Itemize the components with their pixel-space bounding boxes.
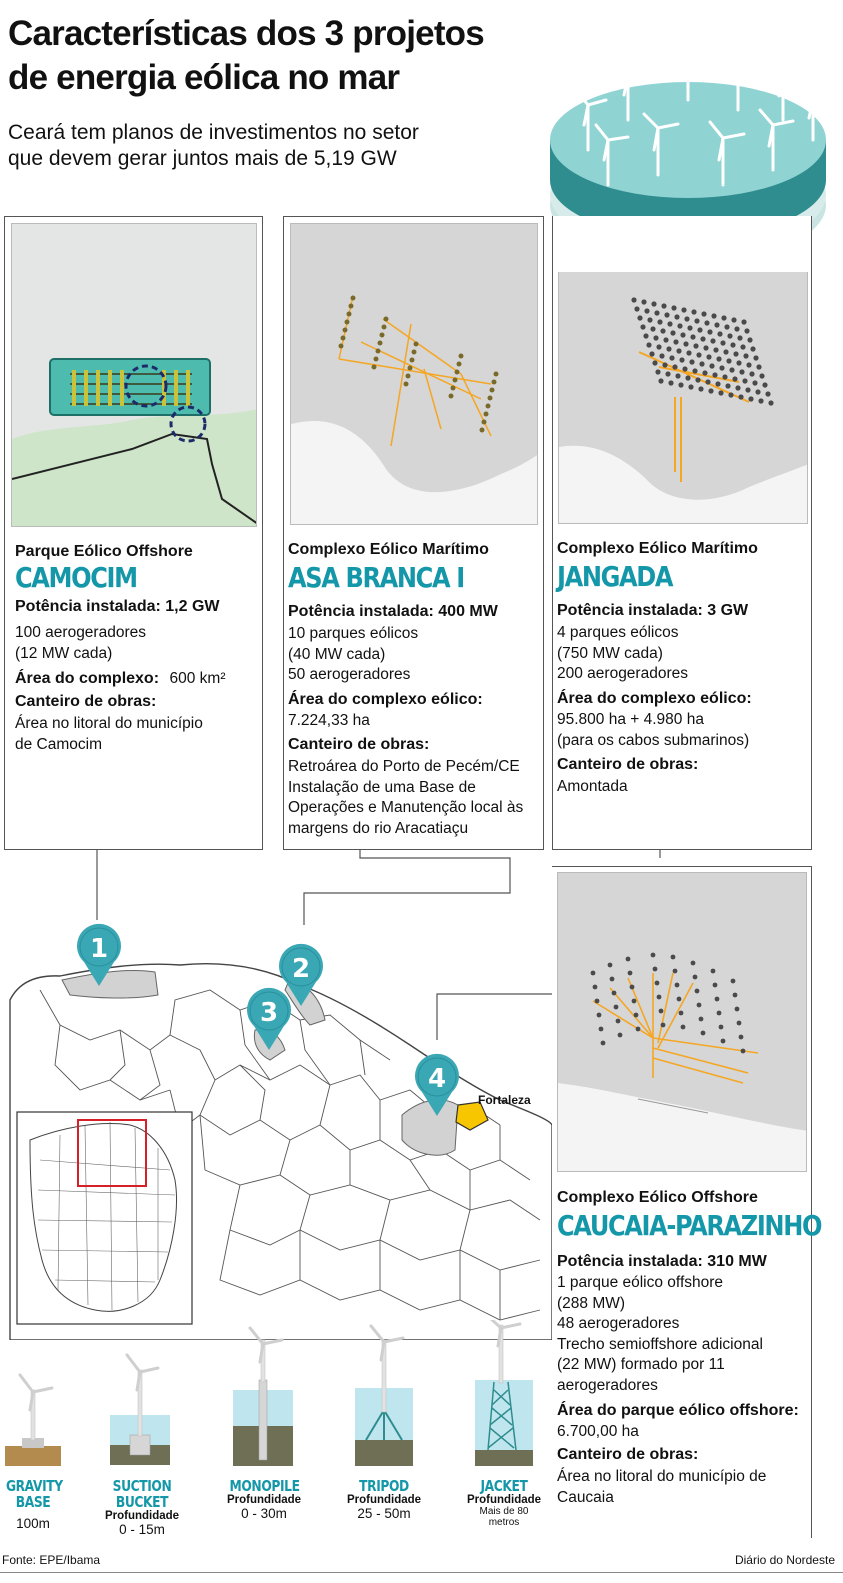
turbine-dot bbox=[657, 995, 662, 1000]
turbine-dot bbox=[705, 379, 710, 384]
turbine-dot bbox=[669, 355, 674, 360]
turbine-dot bbox=[747, 337, 752, 342]
map-pin-3[interactable] bbox=[244, 986, 294, 1052]
turbine-dot bbox=[755, 389, 760, 394]
asa-branca-detail-line: (40 MW cada) bbox=[288, 645, 386, 663]
turbine-dot bbox=[732, 376, 737, 381]
turbine-dot bbox=[719, 1025, 724, 1030]
turbine-dot bbox=[715, 997, 720, 1002]
caucaia-detail-line: (288 MW) bbox=[557, 1294, 626, 1312]
turbine-dot bbox=[691, 961, 696, 966]
turbine-dot bbox=[687, 325, 692, 330]
turbine-dot bbox=[659, 353, 664, 358]
pin-label: 2 bbox=[291, 954, 311, 984]
foundation-name: JACKET bbox=[480, 1477, 528, 1495]
turbine-dot bbox=[729, 367, 734, 372]
foundation-name: GRAVITY bbox=[5, 1477, 63, 1495]
caucaia-site bbox=[557, 1467, 766, 1508]
title-line-1: Características dos 3 projetos bbox=[8, 14, 484, 53]
turbine-dot bbox=[618, 1033, 623, 1038]
turbine-dot bbox=[670, 330, 675, 335]
camocim-power: Potência instalada: 1,2 GW bbox=[15, 598, 220, 615]
foundation-tripod bbox=[342, 1478, 426, 1521]
jangada-area-label: Área do complexo eólico: bbox=[557, 690, 752, 707]
camocim-site-line: Área no litoral do município bbox=[15, 715, 203, 732]
turbine-dot bbox=[616, 1019, 621, 1024]
turbine-dot bbox=[731, 979, 736, 984]
jangada-area bbox=[557, 710, 749, 751]
turbine-dot bbox=[659, 1009, 664, 1014]
turbine-dot bbox=[718, 390, 723, 395]
turbine-dot bbox=[721, 1039, 726, 1044]
turbine-dot bbox=[717, 331, 722, 336]
jacket-icon bbox=[475, 1320, 533, 1466]
turbine-dot bbox=[655, 981, 660, 986]
turbine-dot bbox=[643, 333, 648, 338]
turbine-dot bbox=[749, 371, 754, 376]
turbine-dot bbox=[677, 997, 682, 1002]
turbine-dot bbox=[743, 353, 748, 358]
turbine-dot bbox=[653, 335, 658, 340]
connector-line bbox=[304, 850, 510, 925]
turbine-dot bbox=[644, 308, 649, 313]
connector-line bbox=[437, 994, 552, 1040]
turbine-dot bbox=[759, 373, 764, 378]
turbine-dot bbox=[713, 347, 718, 352]
turbine-dot bbox=[684, 316, 689, 321]
turbine-dot bbox=[730, 342, 735, 347]
turbine-dot bbox=[650, 326, 655, 331]
turbine-dot bbox=[661, 303, 666, 308]
foundation-depth-value: 25 - 50m bbox=[357, 1506, 411, 1521]
turbine-dot bbox=[601, 1041, 606, 1046]
turbine-dot bbox=[699, 361, 704, 366]
turbine-dot bbox=[728, 392, 733, 397]
turbine-dot bbox=[681, 307, 686, 312]
asa-branca-site-label: Canteiro de obras: bbox=[288, 736, 430, 753]
jangada-detail-line: 4 parques eólicos bbox=[557, 624, 679, 641]
turbine-dot bbox=[734, 326, 739, 331]
foundation-depth-value: 0 - 30m bbox=[241, 1506, 287, 1521]
turbine-dot bbox=[653, 967, 658, 972]
turbine-dot bbox=[719, 365, 724, 370]
turbine-dot bbox=[697, 1003, 702, 1008]
turbine-dot bbox=[750, 346, 755, 351]
asa-branca-area-value: 7.224,33 ha bbox=[288, 712, 370, 729]
turbine-dot bbox=[597, 1013, 602, 1018]
jangada-area-line: 95.800 ha + 4.980 ha bbox=[557, 711, 704, 728]
asa-branca-detail-line: 10 parques eólicos bbox=[288, 625, 419, 642]
caucaia-detail-line: aerogeradores bbox=[557, 1376, 658, 1394]
jangada-site-line: Amontada bbox=[557, 778, 628, 795]
turbine-dot bbox=[753, 355, 758, 360]
map-pin-1[interactable] bbox=[74, 922, 124, 988]
caucaia-detail-line: Trecho semioffshore adicional bbox=[557, 1335, 763, 1353]
caucaia-area-label: Área do parque eólico offshore: bbox=[557, 1402, 799, 1419]
turbine-dot bbox=[693, 343, 698, 348]
turbine-dot bbox=[716, 356, 721, 361]
turbine-dot bbox=[688, 384, 693, 389]
fortaleza-label: Fortaleza bbox=[478, 1093, 531, 1107]
turbine-dot bbox=[715, 381, 720, 386]
turbine-dot bbox=[735, 1007, 740, 1012]
turbine-dot bbox=[726, 358, 731, 363]
project-card-caucaia bbox=[552, 866, 822, 1538]
camocim-kind: Parque Eólico Offshore bbox=[15, 543, 193, 560]
turbine-dot bbox=[698, 386, 703, 391]
turbine-dot bbox=[668, 380, 673, 385]
turbine-dot bbox=[651, 953, 656, 958]
turbine-dot bbox=[762, 382, 767, 387]
foundation-name: BASE bbox=[15, 1493, 51, 1511]
turbine-dot bbox=[593, 985, 598, 990]
turbine-dot bbox=[745, 387, 750, 392]
turbine-dot bbox=[630, 985, 635, 990]
turbine-dot bbox=[727, 333, 732, 338]
turbine-dot bbox=[694, 318, 699, 323]
turbine-dot bbox=[733, 351, 738, 356]
turbine-dot bbox=[704, 320, 709, 325]
turbine-dot bbox=[689, 359, 694, 364]
turbine-dot bbox=[673, 339, 678, 344]
asa-branca-site-line: Instalação de uma Base de bbox=[288, 778, 476, 796]
turbine-dot bbox=[711, 313, 716, 318]
foundation-depth-label: Profundidade bbox=[226, 1494, 302, 1506]
turbine-dot bbox=[722, 374, 727, 379]
foundation-monopile bbox=[222, 1478, 306, 1521]
turbine-dot bbox=[676, 348, 681, 353]
caucaia-detail-line: 1 parque eólico offshore bbox=[557, 1274, 724, 1291]
foundation-gravity-base bbox=[0, 1478, 66, 1531]
foundation-name: SUCTION bbox=[112, 1477, 172, 1495]
turbine-dot bbox=[706, 354, 711, 359]
jangada-name: JANGADA bbox=[557, 560, 673, 593]
turbine-dot bbox=[641, 299, 646, 304]
turbine-dot bbox=[651, 301, 656, 306]
foundation-depth-value: 0 - 15m bbox=[119, 1522, 165, 1537]
camocim-site-label: Canteiro de obras: bbox=[15, 693, 157, 710]
inset-state-map bbox=[17, 1112, 192, 1324]
jangada-site-label: Canteiro de obras: bbox=[557, 756, 699, 773]
tripod-icon bbox=[355, 1326, 413, 1466]
jangada-map bbox=[558, 272, 808, 524]
turbine-dot bbox=[717, 1011, 722, 1016]
foundation-depth-value: 100m bbox=[16, 1516, 50, 1531]
turbine-dot bbox=[741, 1049, 746, 1054]
asa-branca-site-line: Retroárea do Porto de Pecém/CE bbox=[288, 758, 520, 775]
project-card-jangada bbox=[552, 216, 812, 850]
turbine-dot bbox=[736, 360, 741, 365]
turbine-dot bbox=[702, 370, 707, 375]
turbine-dot bbox=[758, 398, 763, 403]
pin-label: 4 bbox=[427, 1064, 447, 1094]
caucaia-detail-line: (22 MW) formado por 11 bbox=[557, 1356, 725, 1373]
caucaia-name: CAUCAIA-PARAZINHO bbox=[557, 1209, 822, 1242]
caucaia-power: Potência instalada: 310 MW bbox=[557, 1253, 767, 1270]
turbine-dot bbox=[685, 375, 690, 380]
foundation-depth-label: Profundidade bbox=[346, 1494, 422, 1506]
turbine-dot bbox=[675, 983, 680, 988]
turbine-dot bbox=[768, 400, 773, 405]
turbine-dot bbox=[677, 323, 682, 328]
camocim-name: CAMOCIM bbox=[15, 561, 137, 594]
caucaia-site-label: Canteiro de obras: bbox=[557, 1446, 699, 1463]
turbine-dot bbox=[697, 327, 702, 332]
asa-branca-detail-line: 50 aerogeradores bbox=[288, 666, 411, 683]
turbine-dot bbox=[646, 342, 651, 347]
turbine-dot bbox=[692, 368, 697, 373]
turbine-dot bbox=[733, 993, 738, 998]
foundation-jacket bbox=[462, 1478, 546, 1528]
caucaia-details bbox=[557, 1273, 763, 1396]
asa-branca-site bbox=[288, 757, 523, 839]
turbine-dot bbox=[681, 1025, 686, 1030]
asa-branca-area-label: Área do complexo eólico: bbox=[288, 691, 483, 708]
jangada-detail-line: 200 aerogeradores bbox=[557, 665, 688, 682]
jangada-map-drawing bbox=[559, 272, 808, 524]
caucaia-detail-line: 48 aerogeradores bbox=[557, 1315, 680, 1332]
turbine-dot bbox=[649, 351, 654, 356]
turbine-dot bbox=[756, 364, 761, 369]
jangada-site bbox=[557, 777, 628, 798]
turbine-dot bbox=[724, 324, 729, 329]
turbine-dot bbox=[682, 366, 687, 371]
turbine-dot bbox=[711, 969, 716, 974]
foundation-illustrations bbox=[0, 1320, 552, 1480]
turbine-dot bbox=[713, 983, 718, 988]
turbine-dot bbox=[720, 340, 725, 345]
jangada-detail-line: (750 MW cada) bbox=[557, 644, 663, 662]
camocim-detail-line: (12 MW cada) bbox=[15, 644, 113, 662]
turbine-dot bbox=[631, 297, 636, 302]
foundation-name: TRIPOD bbox=[359, 1477, 409, 1495]
turbine-dot bbox=[612, 991, 617, 996]
turbine-dot bbox=[690, 334, 695, 339]
subtitle-line-1: Ceará tem planos de investimentos no setor bbox=[8, 121, 419, 144]
camocim-area-label: Área do complexo: bbox=[15, 670, 160, 687]
pin-label: 1 bbox=[89, 934, 109, 964]
turbine-dot bbox=[654, 310, 659, 315]
suction-bucket-icon bbox=[110, 1355, 170, 1465]
page-title bbox=[8, 12, 568, 100]
camocim-map-drawing bbox=[12, 224, 257, 527]
turbine-dot bbox=[683, 341, 688, 346]
turbine-dot bbox=[740, 344, 745, 349]
turbine-dot bbox=[657, 319, 662, 324]
footer-divider bbox=[0, 1572, 843, 1573]
turbine-dot bbox=[721, 315, 726, 320]
turbine-dot bbox=[744, 328, 749, 333]
turbine-dot bbox=[610, 977, 615, 982]
caucaia-area-value: 6.700,00 ha bbox=[557, 1423, 639, 1440]
turbine-dot bbox=[741, 319, 746, 324]
pin-label: 3 bbox=[259, 998, 279, 1028]
turbine-dot bbox=[714, 322, 719, 327]
caucaia-site-line: Caucaia bbox=[557, 1488, 614, 1506]
foundation-suction-bucket bbox=[102, 1478, 182, 1537]
turbine-dot bbox=[679, 357, 684, 362]
turbine-dot bbox=[679, 1011, 684, 1016]
caucaia-site-line: Área no litoral do município de bbox=[557, 1468, 767, 1485]
asa-branca-site-line: margens do rio Aracatiaçu bbox=[288, 819, 469, 837]
camocim-site bbox=[15, 714, 203, 755]
asa-branca-map-drawing bbox=[291, 224, 538, 525]
turbine-dot bbox=[628, 971, 633, 976]
camocim-detail-line: 100 aerogeradores bbox=[15, 624, 146, 641]
asa-branca-name: ASA BRANCA I bbox=[288, 561, 464, 594]
turbine-dot bbox=[731, 317, 736, 322]
turbine-dot bbox=[739, 369, 744, 374]
title-line-2: de energia eólica no mar bbox=[8, 58, 400, 97]
turbine-dot bbox=[664, 312, 669, 317]
turbine-dot bbox=[661, 1023, 666, 1028]
caucaia-kind: Complexo Eólico Offshore bbox=[557, 1189, 758, 1206]
turbine-dot bbox=[640, 324, 645, 329]
turbine-dot bbox=[614, 1005, 619, 1010]
turbine-dot bbox=[674, 314, 679, 319]
turbine-dot bbox=[637, 315, 642, 320]
turbine-dot bbox=[737, 335, 742, 340]
turbine-dot bbox=[691, 309, 696, 314]
page-subtitle bbox=[8, 120, 548, 172]
turbine-dot bbox=[739, 1035, 744, 1040]
turbine-dot bbox=[632, 999, 637, 1004]
turbine-dot bbox=[678, 382, 683, 387]
turbine-dot bbox=[710, 338, 715, 343]
turbine-dot bbox=[735, 385, 740, 390]
turbine-dot bbox=[634, 1013, 639, 1018]
camocim-area bbox=[15, 669, 225, 690]
caucaia-map bbox=[557, 872, 807, 1172]
turbine-dot bbox=[655, 369, 660, 374]
turbine-dot bbox=[686, 350, 691, 355]
turbine-dot bbox=[665, 371, 670, 376]
turbine-dot bbox=[671, 305, 676, 310]
turbine-dot bbox=[699, 1017, 704, 1022]
turbine-dot bbox=[672, 364, 677, 369]
turbine-dot bbox=[742, 378, 747, 383]
project-card-camocim bbox=[4, 216, 263, 850]
turbine-dot bbox=[595, 999, 600, 1004]
gravity-base-icon bbox=[5, 1375, 61, 1466]
turbine-dot bbox=[667, 321, 672, 326]
turbine-dot bbox=[671, 955, 676, 960]
foundation-depth-value: Mais de 80 metros bbox=[479, 1506, 529, 1528]
turbine-dot bbox=[701, 311, 706, 316]
turbine-dot bbox=[709, 363, 714, 368]
map-pin-4[interactable] bbox=[412, 1052, 462, 1118]
asa-branca-site-line: Operações e Manutenção local às bbox=[288, 799, 524, 816]
camocim-area-value: 600 km² bbox=[169, 670, 226, 687]
camocim-map bbox=[11, 223, 257, 527]
turbine-dot bbox=[647, 317, 652, 322]
foundation-depth-label: Profundidade bbox=[104, 1510, 180, 1522]
foundation-name: BUCKET bbox=[115, 1493, 169, 1511]
project-card-asa-branca bbox=[283, 216, 544, 850]
turbine-dot bbox=[737, 1021, 742, 1026]
turbine-dot bbox=[752, 380, 757, 385]
source-credit: Fonte: EPE/Ibama bbox=[2, 1553, 101, 1567]
turbine-dot bbox=[746, 362, 751, 367]
turbine-dot bbox=[712, 372, 717, 377]
turbine-dot bbox=[652, 360, 657, 365]
asa-branca-power: Potência instalada: 400 MW bbox=[288, 603, 498, 620]
turbine-dot bbox=[608, 963, 613, 968]
turbine-dot bbox=[626, 957, 631, 962]
asa-branca-details bbox=[288, 624, 418, 686]
turbine-dot bbox=[738, 394, 743, 399]
turbine-dot bbox=[700, 336, 705, 341]
turbine-dot bbox=[675, 373, 680, 378]
turbine-dot bbox=[723, 349, 728, 354]
turbine-dot bbox=[591, 971, 596, 976]
turbine-dot bbox=[765, 391, 770, 396]
turbine-dot bbox=[662, 362, 667, 367]
camocim-details bbox=[15, 623, 146, 664]
foundation-name: MONOPILE bbox=[229, 1477, 300, 1495]
turbine-dot bbox=[748, 396, 753, 401]
turbine-dot bbox=[701, 1031, 706, 1036]
publisher-credit: Diário do Nordeste bbox=[734, 1553, 835, 1567]
turbine-dot bbox=[703, 345, 708, 350]
jangada-area-line: (para os cabos submarinos) bbox=[557, 731, 750, 749]
turbine-dot bbox=[695, 989, 700, 994]
turbine-dot bbox=[663, 337, 668, 342]
turbine-dot bbox=[660, 328, 665, 333]
jangada-details bbox=[557, 623, 688, 685]
turbine-dot bbox=[707, 329, 712, 334]
jangada-kind: Complexo Eólico Marítimo bbox=[557, 540, 758, 557]
turbine-dot bbox=[680, 332, 685, 337]
caucaia-map-drawing bbox=[558, 873, 807, 1172]
turbine-dot bbox=[725, 383, 730, 388]
subtitle-line-2: que devem gerar juntos mais de 5,19 GW bbox=[8, 147, 397, 170]
turbine-dot bbox=[658, 378, 663, 383]
turbine-dot bbox=[693, 975, 698, 980]
asa-branca-kind: Complexo Eólico Marítimo bbox=[288, 541, 489, 558]
asa-branca-map bbox=[290, 223, 538, 525]
turbine-dot bbox=[636, 1027, 641, 1032]
turbine-dot bbox=[696, 352, 701, 357]
turbine-dot bbox=[695, 377, 700, 382]
turbine-dot bbox=[634, 306, 639, 311]
foundation-depth-label: Profundidade bbox=[466, 1494, 542, 1506]
camocim-site-line: de Camocim bbox=[15, 735, 102, 753]
turbine-dot bbox=[673, 969, 678, 974]
turbine-dot bbox=[656, 344, 661, 349]
turbine-dot bbox=[666, 346, 671, 351]
turbine-dot bbox=[708, 388, 713, 393]
monopile-icon bbox=[233, 1328, 293, 1466]
jangada-power: Potência instalada: 3 GW bbox=[557, 602, 749, 619]
turbine-dot bbox=[599, 1027, 604, 1032]
